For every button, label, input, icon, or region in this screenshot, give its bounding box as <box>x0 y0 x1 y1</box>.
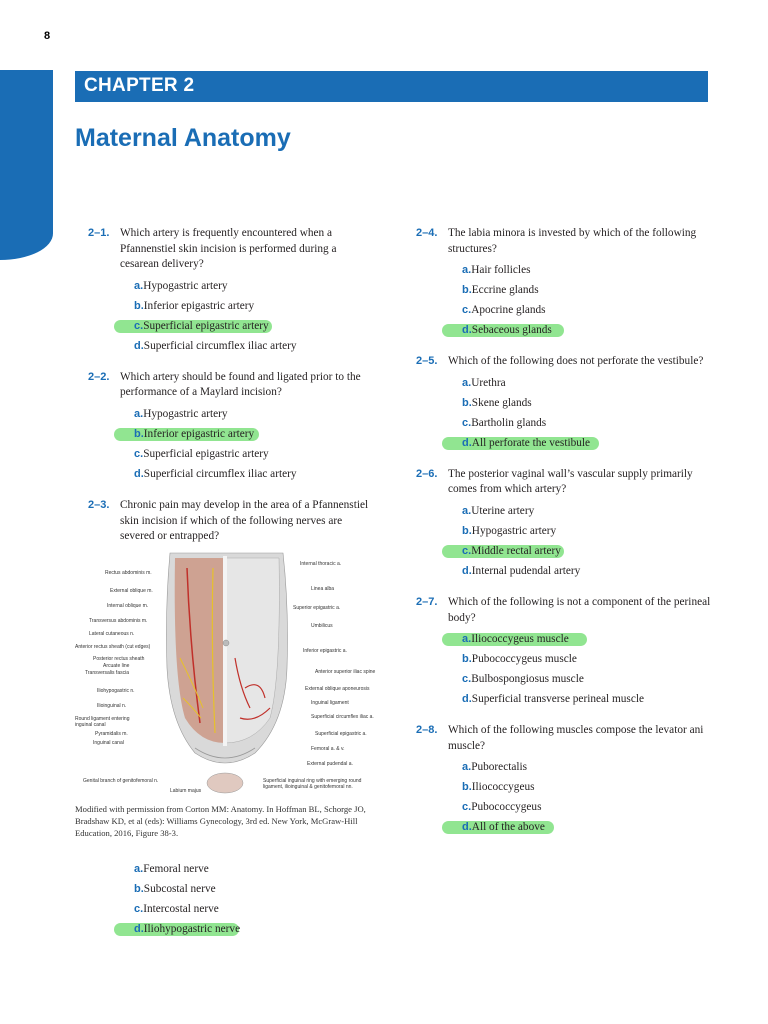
option-text: Middle rectal artery <box>471 544 561 557</box>
figure-label: Iliohypogastric n. <box>97 688 135 694</box>
option-c <box>448 670 716 690</box>
option-letter: a. <box>134 279 144 292</box>
question-2-4 <box>416 226 716 341</box>
figure-label: External oblique aponeurosis <box>305 686 370 692</box>
option-d <box>448 562 716 582</box>
option-letter: c. <box>134 319 144 332</box>
figure-label: External pudendal a. <box>307 761 353 767</box>
question-text: Chronic pain may develop in the area of a Pfannenstiel skin incision if which of the following nerves are severed or entrapped? <box>120 498 369 543</box>
option-letter: c. <box>134 903 144 915</box>
option-text: Superficial circumflex iliac artery <box>143 467 297 480</box>
question-2-6 <box>416 467 716 582</box>
question-number: 2–1. <box>88 227 110 239</box>
option-letter: d. <box>462 821 472 834</box>
option-text: Urethra <box>471 376 506 389</box>
question-number: 2–8. <box>416 724 438 737</box>
option-letter: b. <box>462 781 472 794</box>
option-text: Iliococcygeus muscle <box>471 633 569 646</box>
question-2-3 <box>88 498 378 545</box>
option-text: Subcostal nerve <box>143 883 216 895</box>
figure-label: Labium majus <box>170 788 202 794</box>
option-text: Hair follicles <box>471 264 531 277</box>
options-list <box>448 261 716 341</box>
option-text: Pubococcygeus <box>471 801 542 814</box>
question-text: Which of the following muscles compose the levator ani muscle? <box>448 724 704 752</box>
option-text: Sebaceous glands <box>471 324 552 337</box>
option-a <box>448 758 716 778</box>
question-number: 2–4. <box>416 227 438 239</box>
figure-label: Posterior rectus sheath <box>93 656 145 662</box>
figure-label: Umbilicus <box>311 623 333 629</box>
figure-label: Linea alba <box>311 586 335 592</box>
option-letter: d. <box>462 436 472 449</box>
option-letter: d. <box>462 324 472 337</box>
option-text: Bulbospongiosus muscle <box>471 673 584 686</box>
option-c-highlighted-answer <box>448 542 716 562</box>
question-number: 2–2. <box>88 370 110 383</box>
option-c <box>448 414 716 434</box>
option-letter: b. <box>134 299 144 312</box>
figure-label: Round ligament entering inguinal canal <box>75 716 130 728</box>
question-2-7 <box>416 595 716 710</box>
option-letter: a. <box>462 264 472 277</box>
question-number: 2–6. <box>416 467 438 480</box>
figure-label: Internal oblique m. <box>107 603 149 609</box>
figure-label: Ilioinguinal n. <box>97 703 127 709</box>
option-a <box>120 405 378 425</box>
option-b <box>448 281 716 301</box>
figure-caption: Modified with permission from Corton MM: Anatomy. In Hoffman BL, Schorge JO, Bradshaw KD, et al (eds): Williams Gynecology, 3rd ed. New York, McGraw-Hill Education, 2016, Figure 38-3. <box>75 804 366 838</box>
question-2-3-options <box>120 860 370 940</box>
question-text: Which of the following is not a component of the perineal body? <box>448 595 711 624</box>
option-c <box>120 445 378 465</box>
option-letter: d. <box>134 923 144 935</box>
side-accent-bar <box>0 70 53 260</box>
option-d-highlighted-answer <box>120 920 370 940</box>
question-2-5 <box>416 354 716 454</box>
anatomy-figure <box>75 548 375 798</box>
chapter-label: CHAPTER 2 <box>84 75 195 96</box>
option-b <box>448 778 716 798</box>
option-c <box>448 301 716 321</box>
question-text: The labia minora is invested by which of the following structures? <box>448 227 697 255</box>
option-text: All of the above <box>471 821 545 834</box>
option-letter: a. <box>462 633 472 646</box>
figure-label: Anterior rectus sheath (cut edges) <box>75 644 151 650</box>
question-number: 2–5. <box>416 355 438 368</box>
option-c-highlighted-answer <box>120 317 378 337</box>
option-text: Superficial epigastric artery <box>143 319 269 332</box>
option-text: Uterine artery <box>471 504 535 517</box>
option-a <box>120 277 378 297</box>
option-letter: a. <box>462 376 472 389</box>
option-text: Iliococcygeus <box>471 781 535 794</box>
option-b-highlighted-answer <box>120 425 378 445</box>
options-list <box>448 502 716 582</box>
question-number: 2–7. <box>416 595 438 608</box>
figure-label: Internal thoracic a. <box>300 561 342 567</box>
option-letter: b. <box>462 396 472 409</box>
figure-label: Superficial circumflex iliac a. <box>311 714 374 720</box>
option-text: Eccrine glands <box>471 284 539 297</box>
option-text: Iliohypogastric nerve <box>143 923 241 935</box>
option-text: Puborectalis <box>471 761 528 774</box>
figure-label: Rectus abdominis m. <box>105 570 152 576</box>
option-letter: a. <box>462 504 472 517</box>
option-d-highlighted-answer <box>448 434 716 454</box>
option-text: Superficial epigastric artery <box>143 447 269 460</box>
figure-label: Lateral cutaneous n. <box>89 631 135 637</box>
option-text: Superficial circumflex iliac artery <box>143 339 297 352</box>
option-text: Skene glands <box>471 396 532 409</box>
question-text: The posterior vaginal wall’s vascular supply primarily comes from which artery? <box>448 467 693 496</box>
option-b <box>120 880 370 900</box>
question-number: 2–3. <box>88 498 110 511</box>
option-a <box>120 860 370 880</box>
option-a <box>448 261 716 281</box>
option-a-highlighted-answer <box>448 630 716 650</box>
figure-label: Pyramidalis m. <box>95 731 128 737</box>
option-text: Pubococcygeus muscle <box>471 653 577 666</box>
figure-label: Transversalis fascia <box>85 670 129 676</box>
question-2-1 <box>88 226 378 357</box>
option-text: All perforate the vestibule <box>471 436 591 449</box>
figure-label: Superficial inguinal ring with emerging round ligament, ilioinguinal & genitofemoral nn. <box>263 778 362 790</box>
options-list <box>120 277 378 357</box>
figure-label: Transversus abdominis m. <box>89 618 148 624</box>
figure-label: Inferior epigastric a. <box>303 648 347 654</box>
option-d-highlighted-answer <box>448 818 716 838</box>
option-text: Apocrine glands <box>471 304 546 317</box>
option-letter: c. <box>462 673 472 686</box>
option-letter: b. <box>462 524 472 537</box>
question-text: Which artery is frequently encountered when a Pfannenstiel skin incision is performed during a cesarean delivery? <box>120 227 337 271</box>
option-letter: d. <box>134 339 144 352</box>
option-a <box>448 374 716 394</box>
option-text: Internal pudendal artery <box>471 564 581 577</box>
figure-label: Femoral a. & v. <box>311 746 345 752</box>
figure-label: Superficial epigastric a. <box>315 731 367 737</box>
option-text: Femoral nerve <box>143 863 209 875</box>
figure-label: Superior epigastric a. <box>293 605 341 611</box>
question-2-8 <box>416 723 716 838</box>
figure-label: Arcuate line <box>103 663 130 669</box>
option-letter: c. <box>462 416 472 429</box>
option-c <box>120 900 370 920</box>
options-list <box>120 405 378 485</box>
option-letter: c. <box>462 304 472 317</box>
option-b <box>120 297 378 317</box>
options-list <box>448 374 716 454</box>
figure-label: Anterior superior iliac spine <box>315 669 376 675</box>
option-d <box>120 337 378 357</box>
option-letter: d. <box>462 564 472 577</box>
chapter-title: Maternal Anatomy <box>75 124 291 152</box>
options-list <box>448 630 716 710</box>
option-text: Inferior epigastric artery <box>143 299 255 312</box>
option-b <box>448 522 716 542</box>
option-d <box>120 465 378 485</box>
figure-label: Genital branch of genitofemoral n. <box>83 778 159 784</box>
option-c <box>448 798 716 818</box>
option-b <box>448 394 716 414</box>
option-d-highlighted-answer <box>448 321 716 341</box>
option-letter: b. <box>134 427 144 440</box>
question-text: Which of the following does not perforate the vestibule? <box>448 355 704 368</box>
question-text: Which artery should be found and ligated prior to the performance of a Maylard incision? <box>120 370 361 399</box>
figure-label: Inguinal canal <box>93 740 124 746</box>
option-letter: c. <box>462 801 472 814</box>
option-a <box>448 502 716 522</box>
right-column <box>416 226 716 851</box>
chapter-banner <box>75 71 708 102</box>
option-letter: b. <box>462 653 472 666</box>
figure-label: Inguinal ligament <box>311 700 349 706</box>
option-letter: a. <box>134 407 144 420</box>
option-text: Hypogastric artery <box>143 407 228 420</box>
option-text: Bartholin glands <box>471 416 547 429</box>
option-letter: a. <box>134 863 144 875</box>
option-letter: a. <box>462 761 472 774</box>
option-d <box>448 690 716 710</box>
option-b <box>448 650 716 670</box>
option-letter: c. <box>134 447 144 460</box>
options-list <box>448 758 716 838</box>
option-letter: b. <box>462 284 472 297</box>
option-text: Superficial transverse perineal muscle <box>471 693 644 706</box>
option-letter: d. <box>134 467 144 480</box>
option-text: Hypogastric artery <box>143 279 228 292</box>
question-2-2 <box>88 370 378 485</box>
left-column <box>88 226 378 558</box>
option-text: Hypogastric artery <box>471 524 557 537</box>
figure-label: External oblique m. <box>110 588 153 594</box>
page-number: 8 <box>44 30 51 42</box>
option-text: Intercostal nerve <box>143 903 219 915</box>
option-letter: b. <box>134 883 144 895</box>
option-letter: c. <box>462 544 472 557</box>
option-letter: d. <box>462 693 472 706</box>
option-text: Inferior epigastric artery <box>143 427 255 440</box>
